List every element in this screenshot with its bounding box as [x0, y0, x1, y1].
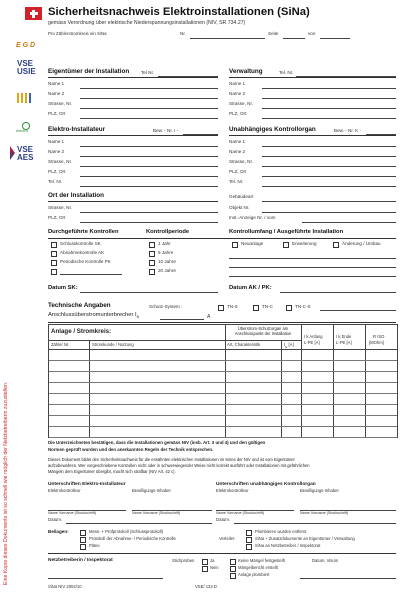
col-ik-ende: I k Ende	[336, 334, 352, 339]
objekt-label: Objekt Nr.	[229, 205, 250, 210]
verw-strasse-field[interactable]	[262, 108, 396, 109]
sign-right-n1: Name Vorname (Stockschrift)	[216, 511, 265, 515]
inst-name1-field[interactable]	[80, 146, 218, 147]
sign-left-n2: Name Vorname (Stockschrift)	[132, 511, 181, 515]
gebaeudeart-field[interactable]	[262, 201, 396, 202]
verw-name1: Name 1	[229, 81, 246, 86]
netz-title: Netzbetreiberin / Inspektorat	[48, 558, 113, 563]
beilage-mess: Mess- + Prüfprotokoll (Schlussprotokoll)	[89, 529, 164, 534]
datum-ak-label: Datum AK / PK:	[229, 285, 272, 291]
eig-plz: PLZ, Ort	[48, 111, 66, 116]
footer-left: SiNa NIV 2002/10	[48, 584, 82, 589]
ort-plz-field[interactable]	[80, 222, 218, 223]
eig-strasse: Strasse, Nr.	[48, 101, 72, 106]
statement-p1: Die Unterzeichneten bestätigen, dass die Installationen gemäss NIV (insb. Art. 3 und 4) und den gültigen	[48, 440, 266, 445]
inst-strasse-field[interactable]	[80, 166, 218, 167]
checkbox-protokoll[interactable]	[80, 537, 86, 543]
sign-left-datum: Datum:	[48, 517, 63, 522]
col-art: Art, Charakteristik	[227, 342, 261, 347]
sign-left-datum-field[interactable]	[66, 523, 212, 524]
footer-right: VSE/ 132 D	[195, 584, 217, 589]
checkbox-20jahre[interactable]	[149, 269, 155, 275]
plombiert: Anlage plombiert	[238, 572, 270, 577]
side-note: Eine Kopie dieses Dokuments ist so schnell wie möglich der Netzbetreiberin zuzustellen.	[3, 381, 9, 585]
verw-name2-field[interactable]	[262, 98, 396, 99]
schutz-label: Schutz-System :	[149, 304, 183, 309]
checkbox-pk[interactable]	[51, 260, 57, 266]
periode-20: 20 Jahre	[158, 268, 176, 273]
periode-10: 10 Jahre	[158, 259, 176, 264]
checkbox-plaene[interactable]	[80, 544, 86, 550]
objekt-field[interactable]	[262, 212, 396, 213]
inst-tel: Tel. Nr.	[48, 179, 63, 184]
checkbox-sk[interactable]	[51, 242, 57, 248]
eigentuemer-title: Eigentümer der Installation	[48, 68, 130, 75]
checkbox-5jahre[interactable]	[149, 251, 155, 257]
datum-sk-field[interactable]	[80, 292, 218, 293]
checkbox-plombiert[interactable]	[230, 573, 236, 579]
table-row[interactable]	[49, 415, 397, 416]
verw-name1-field[interactable]	[262, 88, 396, 89]
tnc-label: TN-C	[262, 304, 273, 309]
tns-label: TN-S	[227, 304, 238, 309]
eig-plz-field[interactable]	[80, 118, 218, 119]
checkbox-nein[interactable]	[202, 566, 208, 572]
umfang-neu: Neuanlage	[241, 241, 264, 246]
anlage-title: Anlage / Stromkreis:	[51, 328, 112, 335]
checkbox-maengelbericht[interactable]	[230, 566, 236, 572]
kontrolle-pk: Periodische Kontrolle PK	[60, 259, 111, 264]
beilage-plomben: Plombieren wurden entfernt	[255, 529, 307, 534]
page-title: Sicherheitsnachweis Elektroinstallationen (SiNa)	[48, 6, 310, 18]
table-row[interactable]	[49, 360, 397, 361]
table-row[interactable]	[49, 404, 397, 405]
verw-plz-field[interactable]	[262, 118, 396, 119]
inst-name2: Name 2	[48, 149, 65, 154]
checkbox-tnc[interactable]	[253, 305, 259, 311]
kontrollumfang-title: Kontrollumfang / Ausgeführte Installation	[229, 229, 344, 235]
ko-name1: Name 1	[229, 139, 246, 144]
sign-right-datum-field[interactable]	[234, 523, 396, 524]
anzeige-field[interactable]	[302, 222, 396, 223]
checkbox-ja[interactable]	[202, 559, 208, 565]
installateur-bew-label: Bew. - Nr. I -	[153, 128, 179, 133]
table-row[interactable]	[49, 393, 397, 394]
nein-label: Nein	[210, 565, 219, 570]
ko-name1-field[interactable]	[262, 146, 396, 147]
nr-field[interactable]	[190, 38, 265, 39]
checkbox-1jahr[interactable]	[149, 242, 155, 248]
inst-name2-field[interactable]	[80, 156, 218, 157]
datum-sk-label: Datum SK:	[48, 285, 78, 291]
installateur-title: Elektro-Installateur	[48, 126, 106, 133]
verwaltung-title: Verwaltung	[229, 68, 263, 75]
col-ik-anfang-unit: L-PE [A]	[304, 340, 320, 345]
umfang-erw: Erweiterung	[292, 241, 317, 246]
pro-label: Pro Zählerstromkreis ein SiNa	[48, 31, 107, 36]
inst-tel-field[interactable]	[80, 186, 218, 187]
col-zaehler: Zähler Nr.	[51, 342, 70, 347]
datum-visum-label: Datum, Visum	[312, 558, 339, 563]
statement-p2: Dieses Dokument bildet den Sicherheitsnachweis für die erwähnten elektrischen Installationen im Sinne der NIV und ist vom Eigentümer	[48, 457, 295, 462]
inst-plz: PLZ, Ort	[48, 169, 66, 174]
table-row[interactable]	[49, 426, 397, 427]
ko-tel-field[interactable]	[262, 186, 396, 187]
ko-tel: Tel. Nr.	[229, 179, 244, 184]
verwaltung-tel-label: Tel. Nr.	[279, 70, 294, 75]
checkbox-aenderung[interactable]	[333, 242, 339, 248]
inst-name1: Name 1	[48, 139, 65, 144]
page-subtitle: gemäss Verordnung über elektrische Niederspannungsinstallationen (NIV, SR 734.27)	[48, 20, 246, 26]
tncs-label: TN-C-S	[295, 304, 311, 309]
sign-right-datum: Datum:	[216, 517, 231, 522]
checkbox-erweiterung[interactable]	[283, 242, 289, 248]
checkbox-tncs[interactable]	[286, 305, 292, 311]
table-row[interactable]	[49, 371, 397, 372]
umfang-line-3[interactable]	[229, 276, 396, 277]
periode-1: 1 Jahr	[158, 241, 171, 246]
checkbox-tns[interactable]	[218, 305, 224, 311]
verw-name2: Name 2	[229, 91, 246, 96]
checkbox-plomben[interactable]	[246, 530, 252, 536]
ja-label: Ja	[210, 558, 215, 563]
sign-left-title: Unterschriften Elektro-Installateur	[48, 482, 126, 487]
von-field[interactable]	[320, 38, 350, 39]
sign-left-n1: Name Vorname (Stockschrift)	[48, 511, 97, 515]
kontrolle-other-field[interactable]	[60, 274, 122, 275]
eig-name2: Name 2	[48, 91, 65, 96]
checkbox-ak[interactable]	[51, 251, 57, 257]
beilage-sina-netz: SiNa an Netzbetreiber / Inspektorat	[255, 543, 321, 548]
anzeige-label: Inst.-Anzeige Nr. / vom	[229, 215, 276, 220]
periode-title: Kontrollperiode	[146, 229, 190, 235]
kontrollen-title: Durchgeführte Kontrollen	[48, 229, 119, 235]
ort-strasse-field[interactable]	[80, 212, 218, 213]
col-in: $I_N$ [A]	[284, 342, 294, 349]
eigentuemer-tel-label: Tel Nr.	[141, 70, 155, 75]
maengelbericht: Mängelbericht erstellt	[238, 565, 278, 570]
eig-name1-field[interactable]	[80, 88, 218, 89]
ko-strasse-field[interactable]	[262, 166, 396, 167]
sign-right-n2: Name Vorname (Stockschrift)	[300, 511, 349, 515]
beilage-protokoll: Protokoll der Abnahme- / Periodische Kontrolle	[89, 536, 176, 541]
umfang-line-2[interactable]	[229, 267, 396, 268]
ko-name2: Name 2	[229, 149, 246, 154]
checkbox-mess[interactable]	[80, 530, 86, 536]
netz-left-field[interactable]	[48, 578, 163, 579]
checkbox-10jahre[interactable]	[149, 260, 155, 266]
beilage-sina-eig: SiNa + Zusatzdokumente an Eigentümer / Verwaltung	[255, 536, 355, 541]
kontrolle-sk: Schlusskontrolle SK	[60, 241, 101, 246]
statement-p1b: Normen geprüft wurden und den anerkannten Regeln der Technik entsprechen.	[48, 447, 214, 452]
eig-strasse-field[interactable]	[80, 108, 218, 109]
verw-strasse: Strasse, Nr.	[229, 101, 253, 106]
table-row[interactable]	[49, 382, 397, 383]
von-label: von	[308, 31, 316, 36]
checkbox-neuanlage[interactable]	[232, 242, 238, 248]
checkbox-sina-eig[interactable]	[246, 537, 252, 543]
verteiler-label: Verteiler:	[219, 536, 236, 541]
sign-left-c2: Bewilligungs-Inhaber	[132, 488, 171, 493]
inst-plz-field[interactable]	[80, 176, 218, 177]
keine-maengel: Keine Mängel festgestellt	[238, 558, 285, 563]
egd-logo: E G D	[16, 42, 36, 49]
seite-field[interactable]	[283, 38, 305, 39]
anlage-table	[48, 324, 398, 438]
sign-right-c2: Bewilligungs-Inhaber	[300, 488, 339, 493]
col-riso: R ISO	[373, 334, 385, 339]
beilagen-title: Beilagen:	[48, 529, 69, 534]
ort-title: Ort der Installation	[48, 192, 104, 199]
sign-left-c1: Elektrokontrolleur	[48, 488, 81, 493]
stichproben-label: Stichproben	[172, 558, 195, 563]
ko-name2-field[interactable]	[262, 156, 396, 157]
inst-strasse: Strasse, Nr.	[48, 159, 72, 164]
datum-ak-field[interactable]	[280, 292, 396, 293]
kontrolle-ak: Abnahmekontrolle AK	[60, 250, 105, 255]
ko-plz-field[interactable]	[262, 176, 396, 177]
anschluss-label: Anschlussüberstromunterbrecher $I_N$	[48, 312, 140, 320]
umfang-aend: Änderung / Umbau	[342, 241, 381, 246]
seite-label: Seite	[268, 31, 279, 36]
beilage-plaene: Pläne	[89, 543, 100, 548]
ko-strasse: Strasse, Nr.	[229, 159, 253, 164]
gebaeudeart-label: Gebäudeart	[229, 194, 254, 199]
ko-plz: PLZ, Ort	[229, 169, 247, 174]
umfang-line-1[interactable]	[229, 258, 396, 259]
page: Eine Kopie dieses Dokuments ist so schnell wie möglich der Netzbetreiberin zuzustellen. Sicherheitsnachweis Elektroinstallationen (SiNa) gemäss Verordnung über elektrische Niederspannungsinstallationen (NIV, SR 734.27) Pro Zählerstromkreis ein SiNa Nr. Seite von E G D VSE USIE electro VSE AES Eigentümer der Installation Tel Nr. Verwaltung Tel. Nr. Name 1 Name 2 Strasse, Nr. PLZ, Ort Name 1 Name 2 Strasse, Nr. PLZ, Ort Elektro-Installateur Bew. - Nr. I - Unabhängiges Kontrollorgan Bew. - Nr. K - Name 1 Name 2 Strasse, Nr. PLZ, Ort Tel. Nr. Name 1 Name 2 Strasse, Nr. PLZ, Ort Tel. Nr. Ort der Installation Strasse, Nr. PLZ, Ort Gebäudeart Objekt Nr. Inst.-Anzeige Nr. / vom Durchgeführte Kontrollen Kontrollperiode Kontrollumfang / Ausgeführte Installation Schlusskontrolle SK Abnahmekontrolle AK Periodische Kontrolle PK 1 Jahr 5 Jahre 10 Jahre 20 Jahre Neuanlage Erweiterung Änderung / Umbau Datum SK: Datum AK / PK: Technische Angaben Schutz-System : TN-S TN-C TN-C-S Anschlussüberstromunterbrecher $I_N$ A Anlage / Stromkreis: Überstrom-Schutzorgan am Anschlusspunkt der Installation Zähler Nr. Stromkunde / Nutzung Art, Charakteristik $I_N$ [A] I k Anfang L-PE [A] I k Ende L-PE [A] R ISO [MOhm] Die Unterzeichneten bestätigen, dass die Installationen gemäss NIV (insb. Art. 3 und 4) und den gültigen Normen geprüft wurden und den anerkannten Regeln der Technik entsprechen. Dieses Dokument bildet den Sicherheitsnachweis für die erwähnten elektrischen Installationen im Sinne der NIV und ist vom Eigentümer aufzubewahren. Wer vorgeschriebene Kontrollen nicht oder in schwerwiegender Weise nicht korrekt ausführt oder Installationen mit gefährlichen Mängeln dem Eigentümer übergibt, macht sich strafbar (NIV Art. 42 c). Unterschriften Elektro-Installateur Elektrokontrolleur Bewilligungs-Inhaber Name Vorname (Stockschrift) Name Vorname (Stockschrift) Datum: Unterschriften unabhängiges Kontrollorgan Elektrokontrolleur Bewilligungs-Inhaber Name Vorname (Stockschrift) Name Vorname (Stockschrift) Datum: Beilagen: Mess- + Prüfprotokoll (Schlussprotokoll) Protokoll der Abnahme- / Periodische Kontrolle Pläne Plombieren wurden entfernt Verteiler: SiNa + Zusatzdokumente an Eigentümer / Verwaltung SiNa an Netzbetreiber / Inspektorat Netzbetreiberin / Inspektorat Stichproben Ja Nein Keine Mängel festgestellt Mängelbericht erstellt Anlage plombiert Datum, Visum SiNa NIV 2002/10 VSE/ 132 D	[0, 0, 420, 594]
checkbox-keine-maengel[interactable]	[230, 559, 236, 565]
col-riso-unit: [MOhm]	[369, 340, 384, 345]
tncs-field[interactable]	[320, 310, 396, 311]
overcurrent-label: Überstrom-Schutzorgan am Anschlusspunkt der Installation	[234, 326, 292, 336]
col-ik-anfang: I k Anfang	[304, 334, 323, 339]
table-row[interactable]	[49, 437, 397, 438]
technische-title: Technische Angaben	[48, 302, 111, 309]
electro-logo: electro	[14, 122, 40, 134]
datum-visum-field[interactable]	[300, 578, 396, 579]
checkbox-other[interactable]	[51, 269, 57, 275]
swiss-flag-icon	[25, 7, 42, 20]
nr-label: Nr.	[180, 31, 186, 36]
anschluss-field[interactable]	[160, 319, 204, 320]
anschluss-unit: A	[207, 314, 211, 320]
ort-strasse: Strasse, Nr.	[48, 205, 72, 210]
sign-right-title: Unterschriften unabhängiges Kontrollorgan	[216, 482, 316, 487]
sign-right-c1: Elektrokontrolleur	[216, 488, 249, 493]
kontrollorgan-title: Unabhängiges Kontrollorgan	[229, 126, 316, 133]
eig-name2-field[interactable]	[80, 98, 218, 99]
periode-5: 5 Jahre	[158, 250, 174, 255]
eig-name1: Name 1	[48, 81, 65, 86]
ort-plz: PLZ, Ort	[48, 215, 66, 220]
checkbox-sina-netz[interactable]	[246, 544, 252, 550]
statement-p2b: aufzubewahren. Wer vorgeschriebene Kontrollen nicht oder in schwerwiegender Weise nicht korrekt ausführt oder Installationen mit gefährlichen	[48, 463, 310, 468]
kontrollorgan-bew-label: Bew. - Nr. K -	[334, 128, 362, 133]
statement-p2c: Mängeln dem Eigentümer übergibt, macht sich strafbar (NIV Art. 42 c).	[48, 469, 176, 474]
col-stromkunde: Stromkunde / Nutzung	[92, 342, 134, 347]
col-ik-ende-unit: L-PE [A]	[336, 340, 352, 345]
verw-plz: PLZ, Ort	[229, 111, 247, 116]
bars-logo	[17, 93, 33, 103]
